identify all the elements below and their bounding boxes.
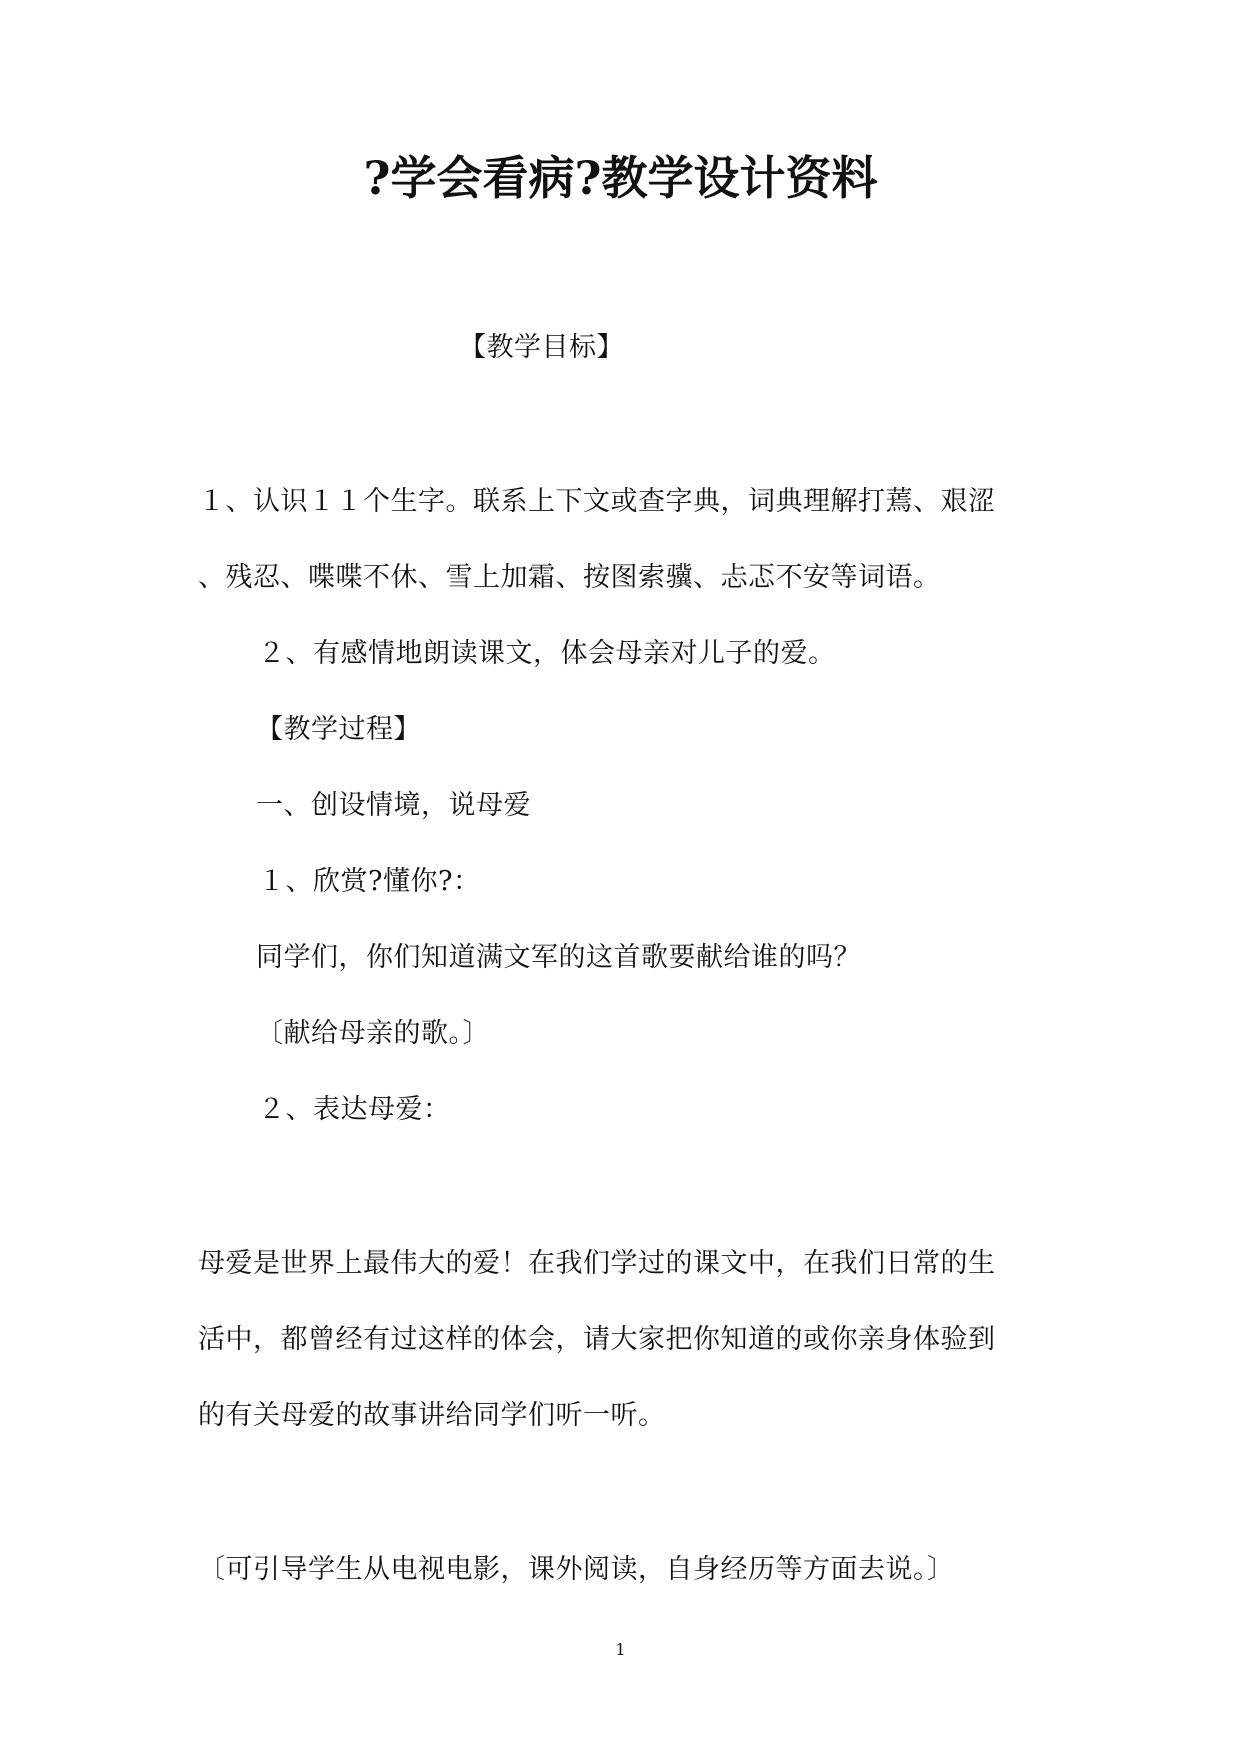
answer-text: 〔献给母亲的歌。〕 xyxy=(256,1018,490,1049)
heading-teaching-goals: 【教学目标】 xyxy=(459,332,624,363)
document-title: ?学会看病?教学设计资料 xyxy=(363,151,878,205)
goal-1-line-1: １、认识１１个生字。联系上下文或查字典，词典理解打蔫、艰涩 xyxy=(198,486,996,517)
question-text: 同学们，你们知道满文军的这首歌要献给谁的吗？ xyxy=(256,942,861,973)
heading-teaching-process: 【教学过程】 xyxy=(256,714,421,745)
step-2: ２、表达母爱： xyxy=(258,1094,451,1125)
goal-1-line-2: 、残忍、喋喋不休、雪上加霜、按图索骥、忐忑不安等词语。 xyxy=(198,562,941,593)
paragraph-line-2: 活中，都曾经有过这样的体会，请大家把你知道的或你亲身体验到 xyxy=(198,1324,996,1355)
page-number: 1 xyxy=(615,1640,626,1659)
teaching-note: 〔可引导学生从电视电影，课外阅读，自身经历等方面去说。〕 xyxy=(198,1554,955,1585)
paragraph-line-1: 母爱是世界上最伟大的爱！在我们学过的课文中，在我们日常的生 xyxy=(198,1248,996,1279)
goal-2: ２、有感情地朗读课文，体会母亲对儿子的爱。 xyxy=(258,638,836,669)
step-1: １、欣赏?懂你?： xyxy=(258,866,481,897)
paragraph-line-3: 的有关母爱的故事讲给同学们听一听。 xyxy=(198,1400,666,1431)
section-1-heading: 一、创设情境，说母爱 xyxy=(256,790,531,821)
